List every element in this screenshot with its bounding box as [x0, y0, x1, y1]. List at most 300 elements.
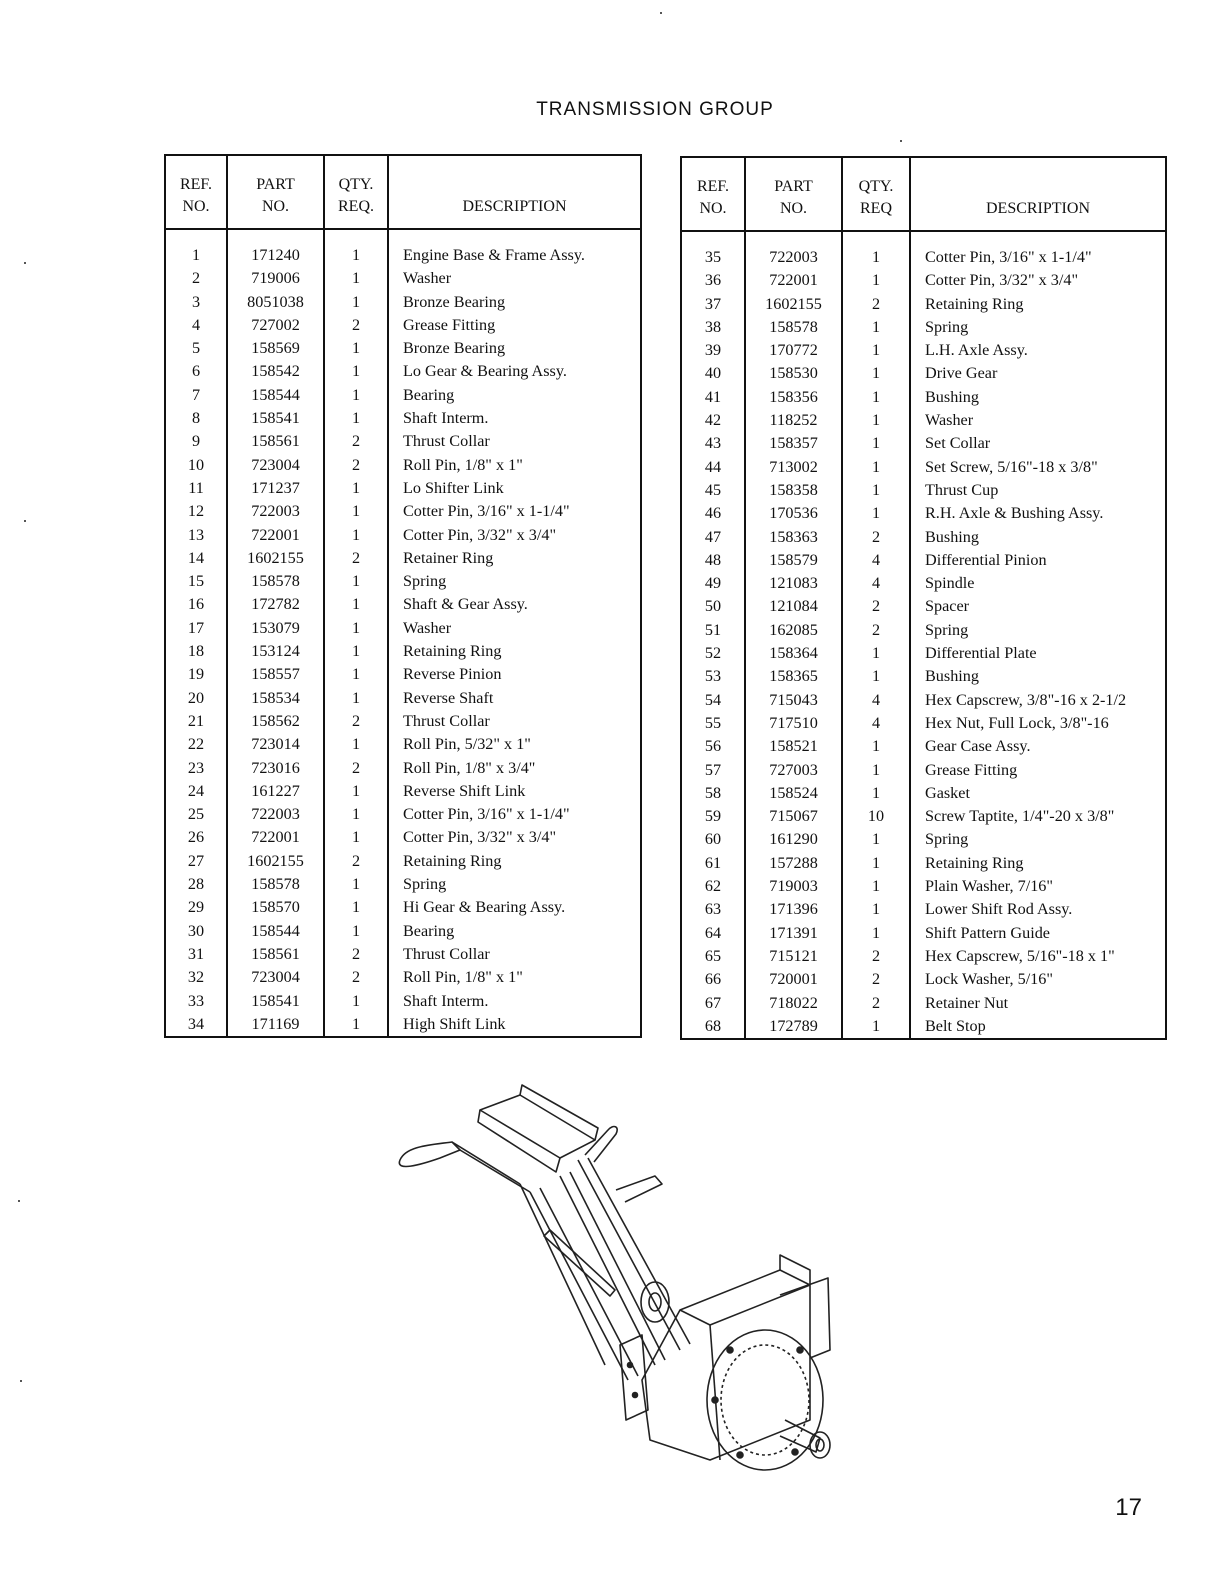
table-row — [681, 875, 1166, 898]
qty-cell: 2 — [842, 992, 910, 1015]
description-cell: Retaining Ring — [388, 850, 641, 873]
ref-no-cell: 27 — [187, 851, 205, 870]
ref-no-cell: 49 — [704, 574, 722, 593]
ref-no-cell: 17 — [187, 618, 205, 637]
table-row — [681, 735, 1166, 758]
qty-cell: 2 — [324, 547, 388, 570]
qty-cell: 4 — [842, 689, 910, 712]
table-row — [165, 267, 641, 290]
qty-cell: 1 — [324, 1013, 388, 1037]
table-row — [681, 409, 1166, 432]
parts-table-right-body — [681, 231, 1166, 1039]
part-no-cell: 158524 — [745, 782, 842, 805]
table-row — [165, 757, 641, 780]
description-cell: Retaining Ring — [388, 640, 641, 663]
part-no-cell: 719003 — [745, 875, 842, 898]
table-row — [165, 966, 641, 989]
qty-cell: 1 — [324, 617, 388, 640]
ref-no-cell: 13 — [187, 525, 205, 544]
description-cell: L.H. Axle Assy. — [910, 339, 1166, 362]
description-cell: Cotter Pin, 3/16" x 1-1/4" — [388, 500, 641, 523]
qty-cell: 1 — [324, 291, 388, 314]
part-no-cell: 157288 — [745, 852, 842, 875]
description-cell: Spring — [910, 316, 1166, 339]
part-no-cell: 158579 — [745, 549, 842, 572]
part-no-cell: 158365 — [745, 665, 842, 688]
table-row — [165, 990, 641, 1013]
qty-cell: 1 — [324, 477, 388, 500]
table-row — [165, 547, 641, 570]
qty-cell: 2 — [324, 430, 388, 453]
table-row — [681, 456, 1166, 479]
qty-cell: 1 — [842, 828, 910, 851]
ref-no-cell: 56 — [704, 737, 722, 756]
part-no-cell: 162085 — [745, 619, 842, 642]
description-cell: Bearing — [388, 920, 641, 943]
part-no-cell: 158541 — [227, 990, 324, 1013]
ref-no-header: REF. NO. — [681, 157, 745, 231]
part-no-cell: 158562 — [227, 710, 324, 733]
part-no-cell: 118252 — [745, 409, 842, 432]
table-row — [681, 339, 1166, 362]
table-row — [165, 291, 641, 314]
description-cell: Shift Pattern Guide — [910, 922, 1166, 945]
table-row — [681, 759, 1166, 782]
description-cell: High Shift Link — [388, 1013, 641, 1037]
ref-no-cell: 48 — [704, 550, 722, 569]
table-row — [165, 593, 641, 616]
part-no-cell: 158578 — [227, 570, 324, 593]
qty-cell: 2 — [324, 966, 388, 989]
part-no-cell: 1602155 — [227, 850, 324, 873]
part-no-cell: 172782 — [227, 593, 324, 616]
ref-no-cell: 24 — [187, 781, 205, 800]
ref-no-cell: 23 — [187, 758, 205, 777]
part-no-header: PART NO. — [227, 155, 324, 229]
part-no-cell: 722003 — [745, 231, 842, 269]
page-number: 17 — [1115, 1494, 1142, 1521]
qty-cell: 1 — [842, 269, 910, 292]
ref-no-cell: 62 — [704, 877, 722, 896]
ref-no-cell: 66 — [704, 970, 722, 989]
qty-cell: 1 — [842, 642, 910, 665]
description-cell: Set Screw, 5/16"-18 x 3/8" — [910, 456, 1166, 479]
description-cell: Lower Shift Rod Assy. — [910, 898, 1166, 921]
part-no-cell: 171237 — [227, 477, 324, 500]
ref-no-cell: 46 — [704, 504, 722, 523]
description-cell: Engine Base & Frame Assy. — [388, 229, 641, 267]
description-header: DESCRIPTION — [910, 157, 1166, 231]
table-row — [681, 269, 1166, 292]
ref-no-cell: 47 — [704, 527, 722, 546]
part-no-cell: 158544 — [227, 384, 324, 407]
ref-no-cell: 38 — [704, 317, 722, 336]
part-no-cell: 723004 — [227, 454, 324, 477]
part-no-cell: 720001 — [745, 968, 842, 991]
qty-cell: 2 — [842, 619, 910, 642]
table-row — [165, 430, 641, 453]
part-no-cell: 717510 — [745, 712, 842, 735]
ref-no-cell: 10 — [187, 455, 205, 474]
part-no-cell: 158358 — [745, 479, 842, 502]
description-cell: Cotter Pin, 3/16" x 1-1/4" — [910, 231, 1166, 269]
qty-cell: 1 — [324, 687, 388, 710]
ref-no-cell: 8 — [191, 409, 201, 428]
table-row — [681, 922, 1166, 945]
table-row — [681, 782, 1166, 805]
ref-no-cell: 20 — [187, 688, 205, 707]
description-cell: Spring — [388, 873, 641, 896]
part-no-cell: 170772 — [745, 339, 842, 362]
ref-no-cell: 43 — [704, 434, 722, 453]
table-row — [681, 526, 1166, 549]
ref-no-cell: 18 — [187, 642, 205, 661]
qty-cell: 1 — [324, 407, 388, 430]
table-row — [681, 595, 1166, 618]
part-no-cell: 723016 — [227, 757, 324, 780]
table-row — [681, 852, 1166, 875]
description-cell: Washer — [388, 267, 641, 290]
table-row — [681, 828, 1166, 851]
qty-cell: 2 — [324, 757, 388, 780]
description-cell: Bronze Bearing — [388, 291, 641, 314]
ref-no-cell: 33 — [187, 991, 205, 1010]
qty-cell: 1 — [842, 456, 910, 479]
ref-no-cell: 63 — [704, 900, 722, 919]
description-cell: Retaining Ring — [910, 293, 1166, 316]
description-cell: Gasket — [910, 782, 1166, 805]
ref-no-cell: 14 — [187, 548, 205, 567]
qty-cell: 2 — [324, 943, 388, 966]
ref-no-cell: 32 — [187, 968, 205, 987]
qty-cell: 1 — [324, 524, 388, 547]
part-no-cell: 727003 — [745, 759, 842, 782]
qty-cell: 1 — [324, 826, 388, 849]
part-no-cell: 158569 — [227, 337, 324, 360]
part-no-cell: 153079 — [227, 617, 324, 640]
ref-no-cell: 39 — [704, 341, 722, 360]
table-row — [165, 850, 641, 873]
description-cell: Shaft Interm. — [388, 990, 641, 1013]
description-cell: Spring — [910, 619, 1166, 642]
table-row — [681, 968, 1166, 991]
ref-no-cell: 60 — [704, 830, 722, 849]
qty-cell: 2 — [324, 314, 388, 337]
table-row — [681, 805, 1166, 828]
ref-no-cell: 61 — [704, 853, 722, 872]
part-no-cell: 715121 — [745, 945, 842, 968]
ref-no-cell: 53 — [704, 667, 722, 686]
table-row — [681, 362, 1166, 385]
ref-no-cell: 44 — [704, 457, 722, 476]
qty-cell: 2 — [842, 293, 910, 316]
part-no-cell: 158570 — [227, 896, 324, 919]
qty-cell: 1 — [324, 267, 388, 290]
ref-no-cell: 54 — [704, 690, 722, 709]
description-cell: Roll Pin, 1/8" x 1" — [388, 966, 641, 989]
description-cell: Roll Pin, 1/8" x 1" — [388, 454, 641, 477]
qty-cell: 1 — [842, 386, 910, 409]
description-cell: Roll Pin, 1/8" x 3/4" — [388, 757, 641, 780]
qty-cell: 1 — [842, 502, 910, 525]
ref-no-cell: 37 — [704, 294, 722, 313]
ref-no-cell: 40 — [704, 364, 722, 383]
part-no-cell: 722003 — [227, 500, 324, 523]
ref-no-cell: 9 — [191, 432, 201, 451]
part-no-cell: 723014 — [227, 733, 324, 756]
table-row — [681, 992, 1166, 1015]
transmission-illustration — [380, 1080, 850, 1500]
table-row — [165, 337, 641, 360]
table-row — [681, 502, 1166, 525]
table-row — [165, 920, 641, 943]
part-no-cell: 1602155 — [745, 293, 842, 316]
table-row — [681, 316, 1166, 339]
description-cell: Bearing — [388, 384, 641, 407]
qty-cell: 1 — [324, 229, 388, 267]
part-no-cell: 158557 — [227, 663, 324, 686]
qty-cell: 2 — [842, 595, 910, 618]
description-cell: Reverse Pinion — [388, 663, 641, 686]
ref-no-cell: 29 — [187, 898, 205, 917]
table-row — [681, 945, 1166, 968]
description-cell: Grease Fitting — [388, 314, 641, 337]
part-no-cell: 722001 — [227, 826, 324, 849]
ref-no-cell: 6 — [191, 362, 201, 381]
part-no-cell: 158521 — [745, 735, 842, 758]
ref-no-cell: 50 — [704, 597, 722, 616]
ref-no-cell: 11 — [188, 478, 204, 497]
table-header-row — [681, 157, 1166, 231]
part-no-cell: 161227 — [227, 780, 324, 803]
part-no-cell: 121084 — [745, 595, 842, 618]
ref-no-cell: 68 — [704, 1016, 722, 1035]
table-row — [165, 477, 641, 500]
part-no-cell: 158363 — [745, 526, 842, 549]
description-cell: Shaft & Gear Assy. — [388, 593, 641, 616]
ref-no-cell: 64 — [704, 923, 722, 942]
table-row — [681, 479, 1166, 502]
description-cell: Cotter Pin, 3/32" x 3/4" — [910, 269, 1166, 292]
table-row — [165, 454, 641, 477]
part-no-cell: 158542 — [227, 360, 324, 383]
table-row — [681, 231, 1166, 269]
description-cell: Washer — [910, 409, 1166, 432]
description-cell: Thrust Collar — [388, 943, 641, 966]
part-no-cell: 727002 — [227, 314, 324, 337]
ref-no-cell: 35 — [704, 248, 722, 266]
qty-cell: 1 — [842, 1015, 910, 1039]
qty-cell: 10 — [842, 805, 910, 828]
part-no-cell: 172789 — [745, 1015, 842, 1039]
description-cell: Shaft Interm. — [388, 407, 641, 430]
description-cell: Retainer Nut — [910, 992, 1166, 1015]
qty-cell: 1 — [842, 362, 910, 385]
table-row — [681, 619, 1166, 642]
description-cell: Differential Pinion — [910, 549, 1166, 572]
qty-cell: 1 — [324, 663, 388, 686]
parts-table-right — [680, 156, 1167, 1040]
description-cell: Lock Washer, 5/16" — [910, 968, 1166, 991]
table-row — [165, 407, 641, 430]
description-cell: Washer — [388, 617, 641, 640]
qty-cell: 1 — [842, 316, 910, 339]
qty-cell: 1 — [842, 735, 910, 758]
table-row — [165, 873, 641, 896]
parts-table-left-body — [165, 229, 641, 1037]
table-row — [165, 384, 641, 407]
ref-no-cell: 41 — [704, 387, 722, 406]
ref-no-cell: 58 — [704, 783, 722, 802]
description-cell: Hex Nut, Full Lock, 3/8"-16 — [910, 712, 1166, 735]
qty-cell: 1 — [324, 896, 388, 919]
table-row — [681, 386, 1166, 409]
part-no-cell: 153124 — [227, 640, 324, 663]
table-row — [681, 549, 1166, 572]
part-no-cell: 718022 — [745, 992, 842, 1015]
qty-cell: 4 — [842, 572, 910, 595]
part-no-cell: 722001 — [227, 524, 324, 547]
description-cell: Cotter Pin, 3/32" x 3/4" — [388, 826, 641, 849]
table-row — [165, 663, 641, 686]
table-row — [681, 642, 1166, 665]
ref-no-cell: 2 — [191, 269, 201, 288]
description-header: DESCRIPTION — [388, 155, 641, 229]
part-no-cell: 719006 — [227, 267, 324, 290]
qty-req-header: QTY. REQ — [842, 157, 910, 231]
ref-no-header: REF. NO. — [165, 155, 227, 229]
description-cell: Lo Gear & Bearing Assy. — [388, 360, 641, 383]
description-cell: Spacer — [910, 595, 1166, 618]
ref-no-cell: 7 — [191, 385, 201, 404]
description-cell: Thrust Cup — [910, 479, 1166, 502]
table-row — [165, 570, 641, 593]
part-no-cell: 158364 — [745, 642, 842, 665]
part-no-cell: 158578 — [745, 316, 842, 339]
table-row — [165, 733, 641, 756]
description-cell: Bushing — [910, 665, 1166, 688]
qty-cell: 1 — [324, 733, 388, 756]
qty-cell: 1 — [324, 384, 388, 407]
ref-no-cell: 26 — [187, 828, 205, 847]
qty-cell: 4 — [842, 712, 910, 735]
description-cell: Thrust Collar — [388, 430, 641, 453]
table-row — [165, 780, 641, 803]
table-row — [681, 689, 1166, 712]
table-row — [165, 943, 641, 966]
table-row — [681, 293, 1166, 316]
description-cell: Thrust Collar — [388, 710, 641, 733]
qty-cell: 1 — [842, 409, 910, 432]
qty-cell: 4 — [842, 549, 910, 572]
description-cell: R.H. Axle & Bushing Assy. — [910, 502, 1166, 525]
table-row — [681, 712, 1166, 735]
description-cell: Plain Washer, 7/16" — [910, 875, 1166, 898]
ref-no-cell: 45 — [704, 480, 722, 499]
description-cell: Bronze Bearing — [388, 337, 641, 360]
qty-cell: 2 — [842, 968, 910, 991]
ref-no-cell: 52 — [704, 644, 722, 663]
part-no-cell: 158544 — [227, 920, 324, 943]
ref-no-cell: 36 — [704, 271, 722, 290]
description-cell: Belt Stop — [910, 1015, 1166, 1039]
table-row — [681, 1015, 1166, 1039]
part-no-header: PART NO. — [745, 157, 842, 231]
qty-cell: 1 — [842, 432, 910, 455]
qty-cell: 1 — [324, 500, 388, 523]
description-cell: Hi Gear & Bearing Assy. — [388, 896, 641, 919]
part-no-cell: 158356 — [745, 386, 842, 409]
qty-cell: 1 — [324, 360, 388, 383]
qty-cell: 1 — [842, 759, 910, 782]
description-cell: Lo Shifter Link — [388, 477, 641, 500]
qty-cell: 2 — [324, 710, 388, 733]
ref-no-cell: 4 — [191, 315, 201, 334]
ref-no-cell: 42 — [704, 411, 722, 430]
qty-cell: 1 — [324, 803, 388, 826]
ref-no-cell: 30 — [187, 921, 205, 940]
description-cell: Spring — [388, 570, 641, 593]
qty-cell: 1 — [842, 875, 910, 898]
qty-cell: 1 — [842, 231, 910, 269]
description-cell: Retaining Ring — [910, 852, 1166, 875]
table-row — [165, 314, 641, 337]
ref-no-cell: 25 — [187, 805, 205, 824]
description-cell: Roll Pin, 5/32" x 1" — [388, 733, 641, 756]
table-row — [165, 500, 641, 523]
part-no-cell: 715067 — [745, 805, 842, 828]
ref-no-cell: 51 — [704, 620, 722, 639]
qty-cell: 1 — [842, 852, 910, 875]
qty-cell: 1 — [324, 593, 388, 616]
part-no-cell: 158541 — [227, 407, 324, 430]
table-row — [165, 360, 641, 383]
ref-no-cell: 21 — [187, 711, 205, 730]
qty-cell: 1 — [324, 780, 388, 803]
part-no-cell: 158561 — [227, 943, 324, 966]
qty-cell: 1 — [324, 873, 388, 896]
part-no-cell: 171169 — [227, 1013, 324, 1037]
description-cell: Hex Capscrew, 5/16"-18 x 1" — [910, 945, 1166, 968]
description-cell: Reverse Shift Link — [388, 780, 641, 803]
part-no-cell: 1602155 — [227, 547, 324, 570]
table-row — [681, 898, 1166, 921]
description-cell: Cotter Pin, 3/16" x 1-1/4" — [388, 803, 641, 826]
table-row — [165, 640, 641, 663]
part-no-cell: 158561 — [227, 430, 324, 453]
ref-no-cell: 1 — [191, 246, 201, 264]
part-no-cell: 161290 — [745, 828, 842, 851]
table-row — [165, 1013, 641, 1037]
qty-cell: 1 — [324, 640, 388, 663]
ref-no-cell: 12 — [187, 502, 205, 521]
table-row — [165, 617, 641, 640]
ref-no-cell: 16 — [187, 595, 205, 614]
ref-no-cell: 34 — [187, 1014, 205, 1033]
part-no-cell: 713002 — [745, 456, 842, 479]
ref-no-cell: 3 — [191, 292, 201, 311]
ref-no-cell: 59 — [704, 807, 722, 826]
table-row — [165, 803, 641, 826]
qty-cell: 1 — [842, 339, 910, 362]
table-row — [681, 432, 1166, 455]
part-no-cell: 723004 — [227, 966, 324, 989]
description-cell: Set Collar — [910, 432, 1166, 455]
description-cell: Spindle — [910, 572, 1166, 595]
part-no-cell: 722003 — [227, 803, 324, 826]
qty-cell: 1 — [842, 898, 910, 921]
description-cell: Spring — [910, 828, 1166, 851]
